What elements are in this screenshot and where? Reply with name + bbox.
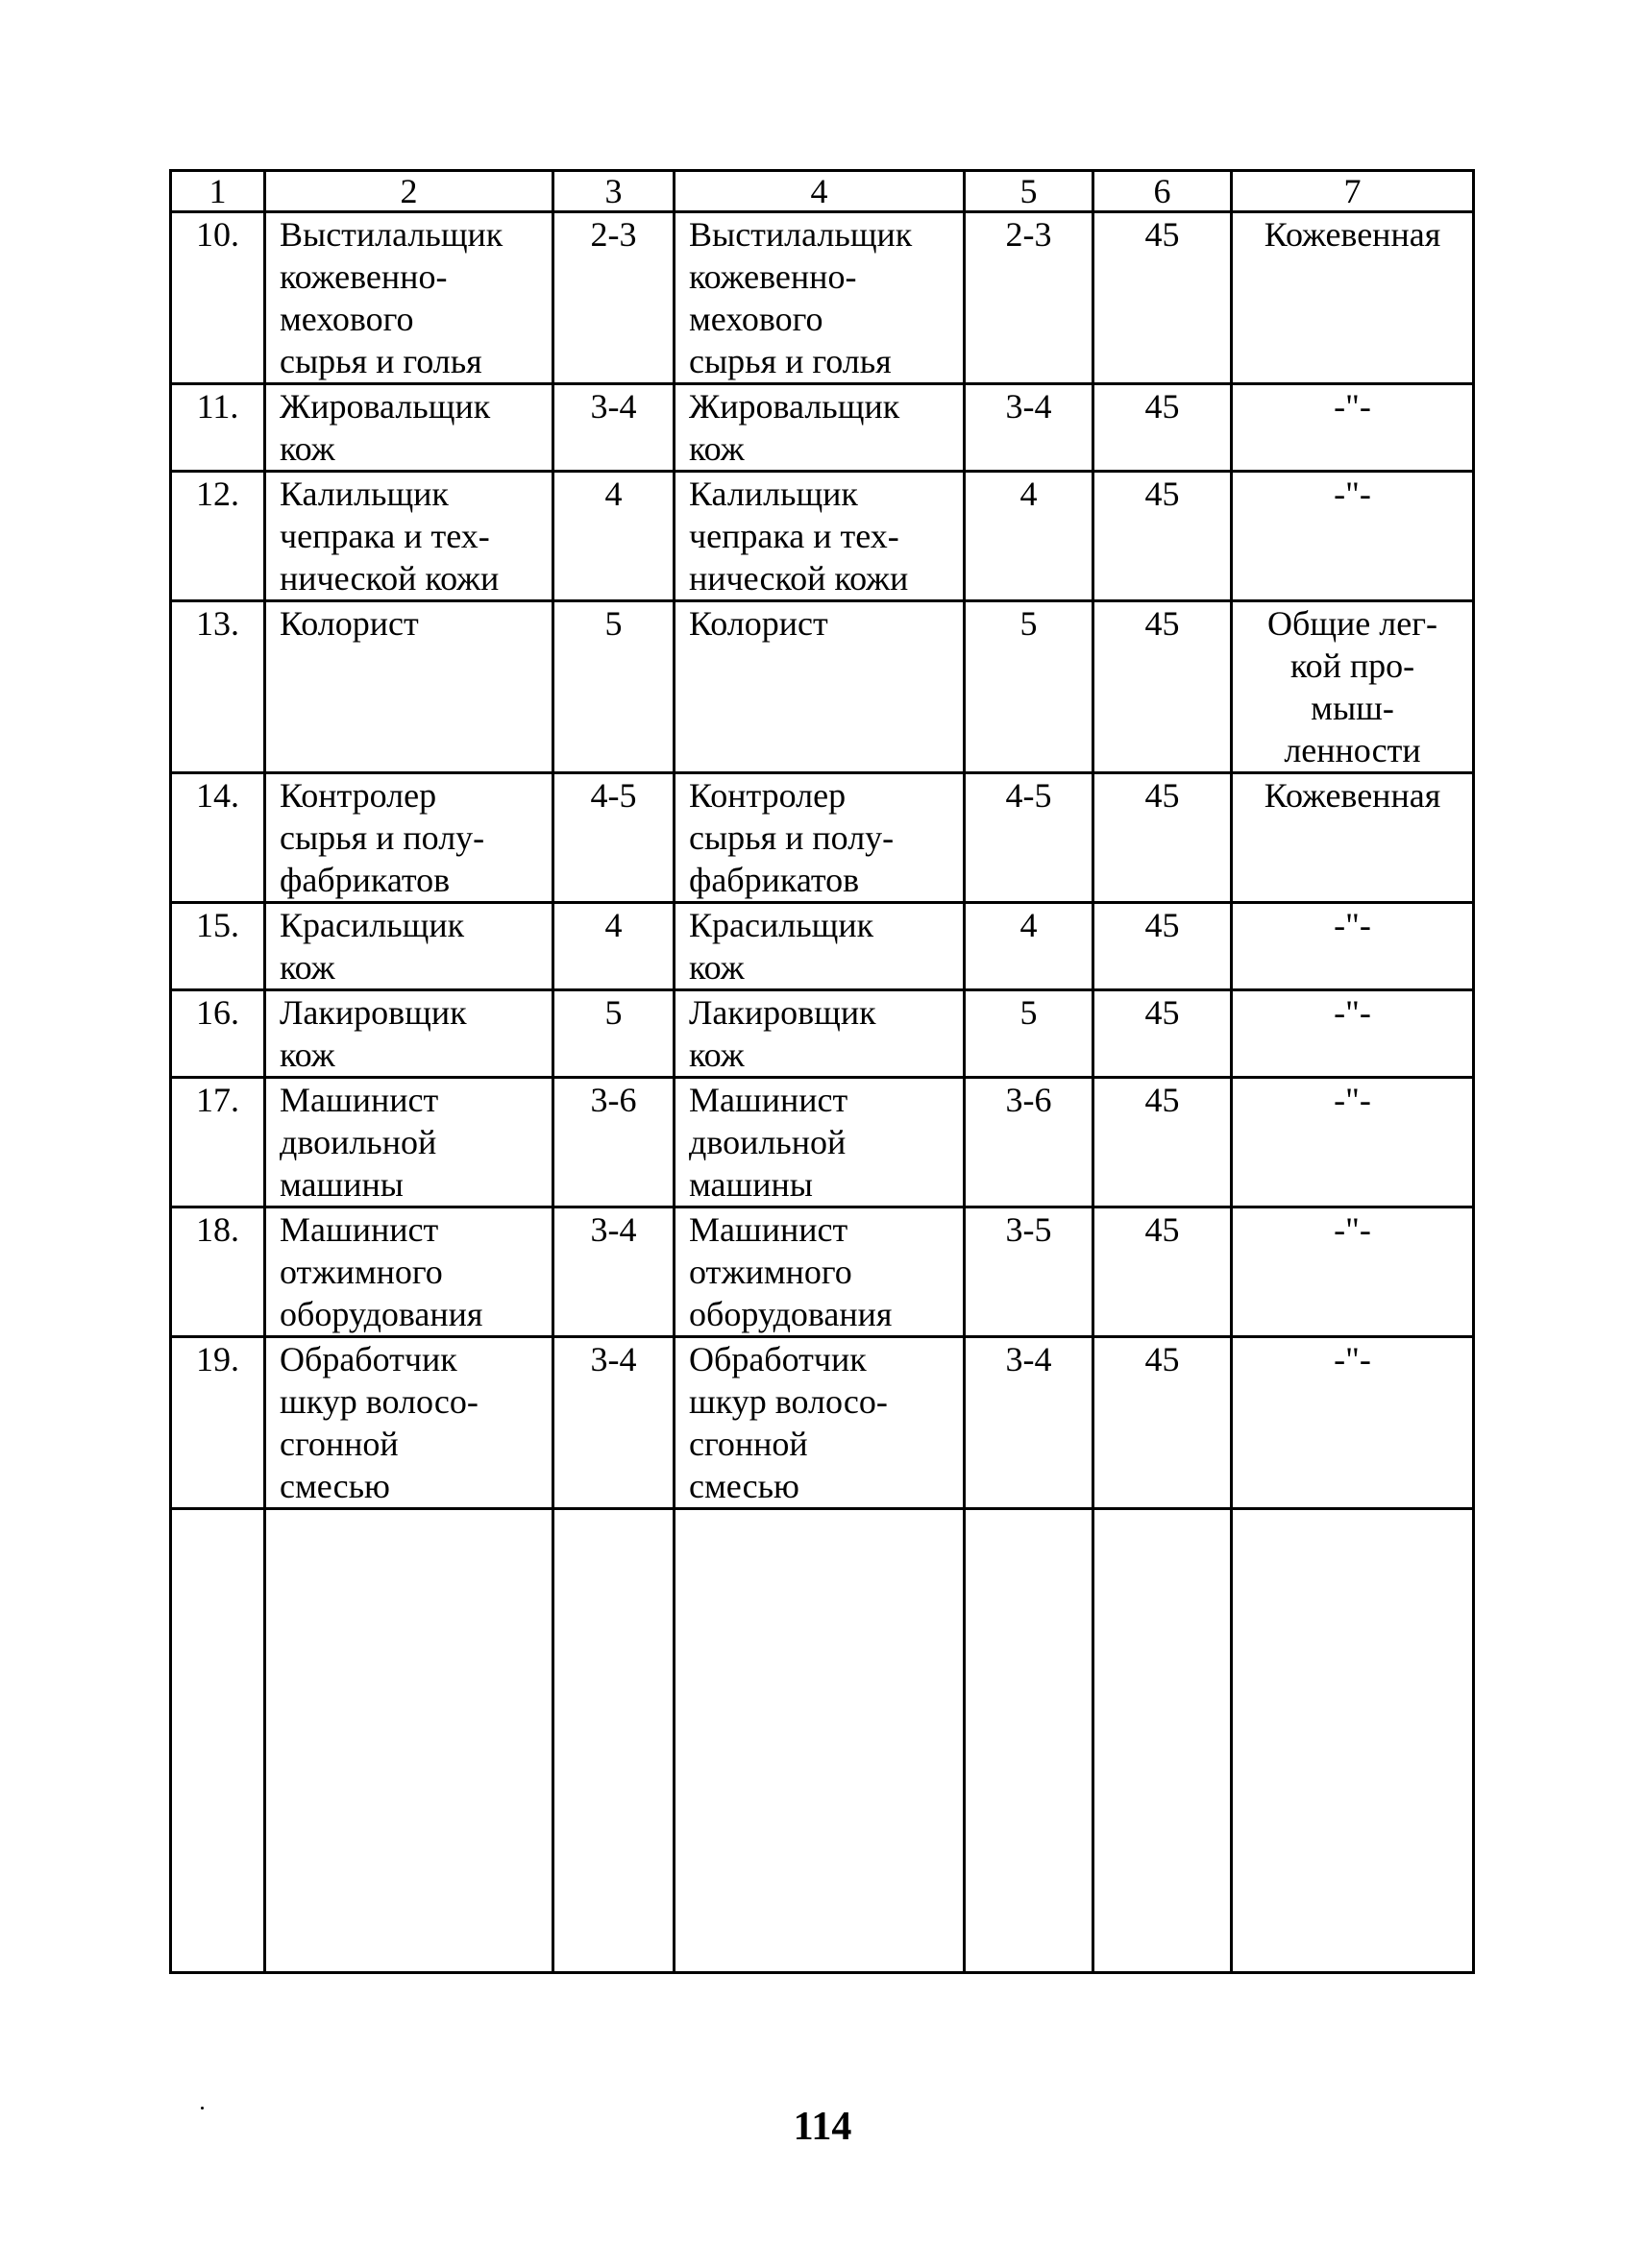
- profession-name-line: Жировальщик: [280, 387, 491, 426]
- table-row: [171, 472, 1474, 601]
- new-profession-name: [675, 1078, 965, 1207]
- duration: 45: [1093, 384, 1232, 472]
- row-number: 10.: [171, 212, 265, 384]
- table-row: [171, 773, 1474, 903]
- industry-branch-line: Общие лег-: [1267, 604, 1437, 643]
- table-row: [171, 601, 1474, 773]
- profession-name: [265, 472, 553, 601]
- duration: 45: [1093, 903, 1232, 990]
- new-profession-name: [675, 990, 965, 1078]
- header-cell-4: 4: [675, 171, 965, 212]
- new-profession-name-line: кожевенно-: [689, 257, 857, 296]
- grade-range: 5: [553, 990, 675, 1078]
- page-number: 114: [793, 2105, 852, 2149]
- profession-name-line: мехового: [280, 300, 414, 338]
- industry-branch-line: -"-: [1334, 1340, 1371, 1378]
- new-profession-name-line: Лакировщик: [689, 993, 876, 1032]
- new-profession-name: [675, 601, 965, 773]
- profession-name-line: Машинист: [280, 1210, 439, 1249]
- grade-range: 3-4: [553, 1337, 675, 1509]
- row-number: 11.: [171, 384, 265, 472]
- empty-cell: [1093, 1509, 1232, 1973]
- new-profession-name-line: кож: [689, 948, 745, 987]
- professions-table: [169, 169, 1475, 1974]
- table-row: [171, 903, 1474, 990]
- new-profession-name-line: Колорист: [689, 604, 828, 643]
- profession-name-line: оборудования: [280, 1295, 483, 1333]
- row-number: 15.: [171, 903, 265, 990]
- profession-name-line: смесью: [280, 1467, 390, 1505]
- table-row: [171, 1207, 1474, 1337]
- industry-branch: [1232, 1078, 1474, 1207]
- header-row: [171, 171, 1474, 212]
- empty-cell: [553, 1509, 675, 1973]
- industry-branch-line: -"-: [1334, 1081, 1371, 1119]
- new-profession-name-line: кож: [689, 429, 745, 468]
- profession-name-line: Обработчик: [280, 1340, 457, 1378]
- profession-name-line: машины: [280, 1165, 404, 1204]
- profession-name-line: нической кожи: [280, 559, 500, 597]
- row-number: 19.: [171, 1337, 265, 1509]
- new-grade-range: 5: [965, 601, 1093, 773]
- empty-cell: [675, 1509, 965, 1973]
- industry-branch: [1232, 990, 1474, 1078]
- profession-name-line: Выстилальщик: [280, 215, 503, 254]
- profession-name-line: Красильщик: [280, 906, 465, 944]
- grade-range: 3-6: [553, 1078, 675, 1207]
- profession-name: [265, 1337, 553, 1509]
- new-profession-name-line: оборудования: [689, 1295, 893, 1333]
- profession-name-line: Машинист: [280, 1081, 439, 1119]
- new-profession-name-line: двоильной: [689, 1123, 847, 1161]
- new-profession-name-line: Обработчик: [689, 1340, 867, 1378]
- new-profession-name-line: сырья и полу-: [689, 818, 895, 857]
- new-profession-name: [675, 212, 965, 384]
- profession-name-line: кож: [280, 429, 335, 468]
- profession-name-line: Лакировщик: [280, 993, 467, 1032]
- industry-branch: [1232, 601, 1474, 773]
- new-profession-name-line: отжимного: [689, 1253, 852, 1291]
- profession-name: [265, 990, 553, 1078]
- industry-branch-line: кой про-: [1289, 646, 1415, 685]
- profession-name-line: Калильщик: [280, 475, 449, 513]
- duration: 45: [1093, 212, 1232, 384]
- industry-branch-line: -"-: [1334, 1210, 1371, 1249]
- table-row: [171, 990, 1474, 1078]
- duration: 45: [1093, 1207, 1232, 1337]
- industry-branch-line: Кожевенная: [1264, 215, 1441, 254]
- new-profession-name-line: шкур волосо-: [689, 1382, 888, 1421]
- profession-name-line: сырья и полу-: [280, 818, 485, 857]
- new-profession-name-line: чепрака и тех-: [689, 517, 899, 555]
- new-profession-name: [675, 903, 965, 990]
- profession-name-line: чепрака и тех-: [280, 517, 490, 555]
- profession-name-line: сгонной: [280, 1425, 399, 1463]
- duration: 45: [1093, 773, 1232, 903]
- new-grade-range: 4-5: [965, 773, 1093, 903]
- new-profession-name-line: мехового: [689, 300, 823, 338]
- new-grade-range: 3-6: [965, 1078, 1093, 1207]
- new-grade-range: 3-4: [965, 1337, 1093, 1509]
- row-number: 12.: [171, 472, 265, 601]
- header-cell-6: 6: [1093, 171, 1232, 212]
- industry-branch-line: мыш-: [1311, 689, 1394, 727]
- new-profession-name: [675, 1337, 965, 1509]
- row-number: 14.: [171, 773, 265, 903]
- new-profession-name-line: кож: [689, 1036, 745, 1074]
- grade-range: 3-4: [553, 1207, 675, 1337]
- profession-name-line: фабрикатов: [280, 861, 451, 899]
- row-number: 13.: [171, 601, 265, 773]
- profession-name-line: отжимного: [280, 1253, 443, 1291]
- new-profession-name: [675, 1207, 965, 1337]
- row-number: 18.: [171, 1207, 265, 1337]
- new-profession-name: [675, 384, 965, 472]
- table-row: [171, 384, 1474, 472]
- empty-cell: [965, 1509, 1093, 1973]
- industry-branch-line: ленности: [1284, 731, 1421, 769]
- new-profession-name: [675, 472, 965, 601]
- empty-cell: [171, 1509, 265, 1973]
- grade-range: 4: [553, 472, 675, 601]
- new-profession-name-line: нической кожи: [689, 559, 909, 597]
- header-cell-1: 1: [171, 171, 265, 212]
- profession-name: [265, 384, 553, 472]
- duration: 45: [1093, 472, 1232, 601]
- new-profession-name-line: Красильщик: [689, 906, 874, 944]
- table-row: [171, 212, 1474, 384]
- header-cell-3: 3: [553, 171, 675, 212]
- header-cell-7: 7: [1232, 171, 1474, 212]
- empty-row: [171, 1509, 1474, 1973]
- duration: 45: [1093, 601, 1232, 773]
- industry-branch: [1232, 903, 1474, 990]
- grade-range: 3-4: [553, 384, 675, 472]
- table-row: [171, 1078, 1474, 1207]
- new-profession-name-line: Машинист: [689, 1081, 848, 1119]
- new-profession-name: [675, 773, 965, 903]
- profession-name-line: шкур волосо-: [280, 1382, 479, 1421]
- new-profession-name-line: Выстилальщик: [689, 215, 913, 254]
- industry-branch-line: -"-: [1334, 906, 1371, 944]
- new-profession-name-line: Жировальщик: [689, 387, 900, 426]
- profession-name-line: кожевенно-: [280, 257, 448, 296]
- profession-name-line: Колорист: [280, 604, 419, 643]
- duration: 45: [1093, 1337, 1232, 1509]
- profession-name-line: сырья и голья: [280, 342, 482, 380]
- new-grade-range: 4: [965, 903, 1093, 990]
- empty-cell: [265, 1509, 553, 1973]
- new-grade-range: 2-3: [965, 212, 1093, 384]
- profession-name-line: кож: [280, 948, 335, 987]
- grade-range: 4: [553, 903, 675, 990]
- duration: 45: [1093, 990, 1232, 1078]
- industry-branch-line: Кожевенная: [1264, 776, 1441, 815]
- duration: 45: [1093, 1078, 1232, 1207]
- industry-branch-line: -"-: [1334, 387, 1371, 426]
- new-profession-name-line: Калильщик: [689, 475, 858, 513]
- industry-branch: [1232, 1207, 1474, 1337]
- grade-range: 5: [553, 601, 675, 773]
- grade-range: 4-5: [553, 773, 675, 903]
- row-number: 16.: [171, 990, 265, 1078]
- profession-name: [265, 1078, 553, 1207]
- new-grade-range: 3-4: [965, 384, 1093, 472]
- industry-branch: [1232, 773, 1474, 903]
- new-profession-name-line: Контролер: [689, 776, 847, 815]
- industry-branch: [1232, 1337, 1474, 1509]
- industry-branch: [1232, 384, 1474, 472]
- profession-name-line: Контролер: [280, 776, 437, 815]
- header-cell-5: 5: [965, 171, 1093, 212]
- profession-name-line: двоильной: [280, 1123, 437, 1161]
- industry-branch: [1232, 472, 1474, 601]
- profession-name: [265, 1207, 553, 1337]
- profession-name: [265, 773, 553, 903]
- industry-branch: [1232, 212, 1474, 384]
- new-profession-name-line: сгонной: [689, 1425, 808, 1463]
- profession-name: [265, 212, 553, 384]
- row-number: 17.: [171, 1078, 265, 1207]
- new-grade-range: 5: [965, 990, 1093, 1078]
- profession-name: [265, 903, 553, 990]
- industry-branch-line: -"-: [1334, 475, 1371, 513]
- empty-cell: [1232, 1509, 1474, 1973]
- grade-range: 2-3: [553, 212, 675, 384]
- new-grade-range: 3-5: [965, 1207, 1093, 1337]
- new-profession-name-line: машины: [689, 1165, 813, 1204]
- new-profession-name-line: смесью: [689, 1467, 799, 1505]
- new-profession-name-line: сырья и голья: [689, 342, 892, 380]
- profession-name: [265, 601, 553, 773]
- header-cell-2: 2: [265, 171, 553, 212]
- industry-branch-line: -"-: [1334, 993, 1371, 1032]
- table-row: [171, 1337, 1474, 1509]
- new-profession-name-line: фабрикатов: [689, 861, 860, 899]
- profession-name-line: кож: [280, 1036, 335, 1074]
- new-grade-range: 4: [965, 472, 1093, 601]
- new-profession-name-line: Машинист: [689, 1210, 848, 1249]
